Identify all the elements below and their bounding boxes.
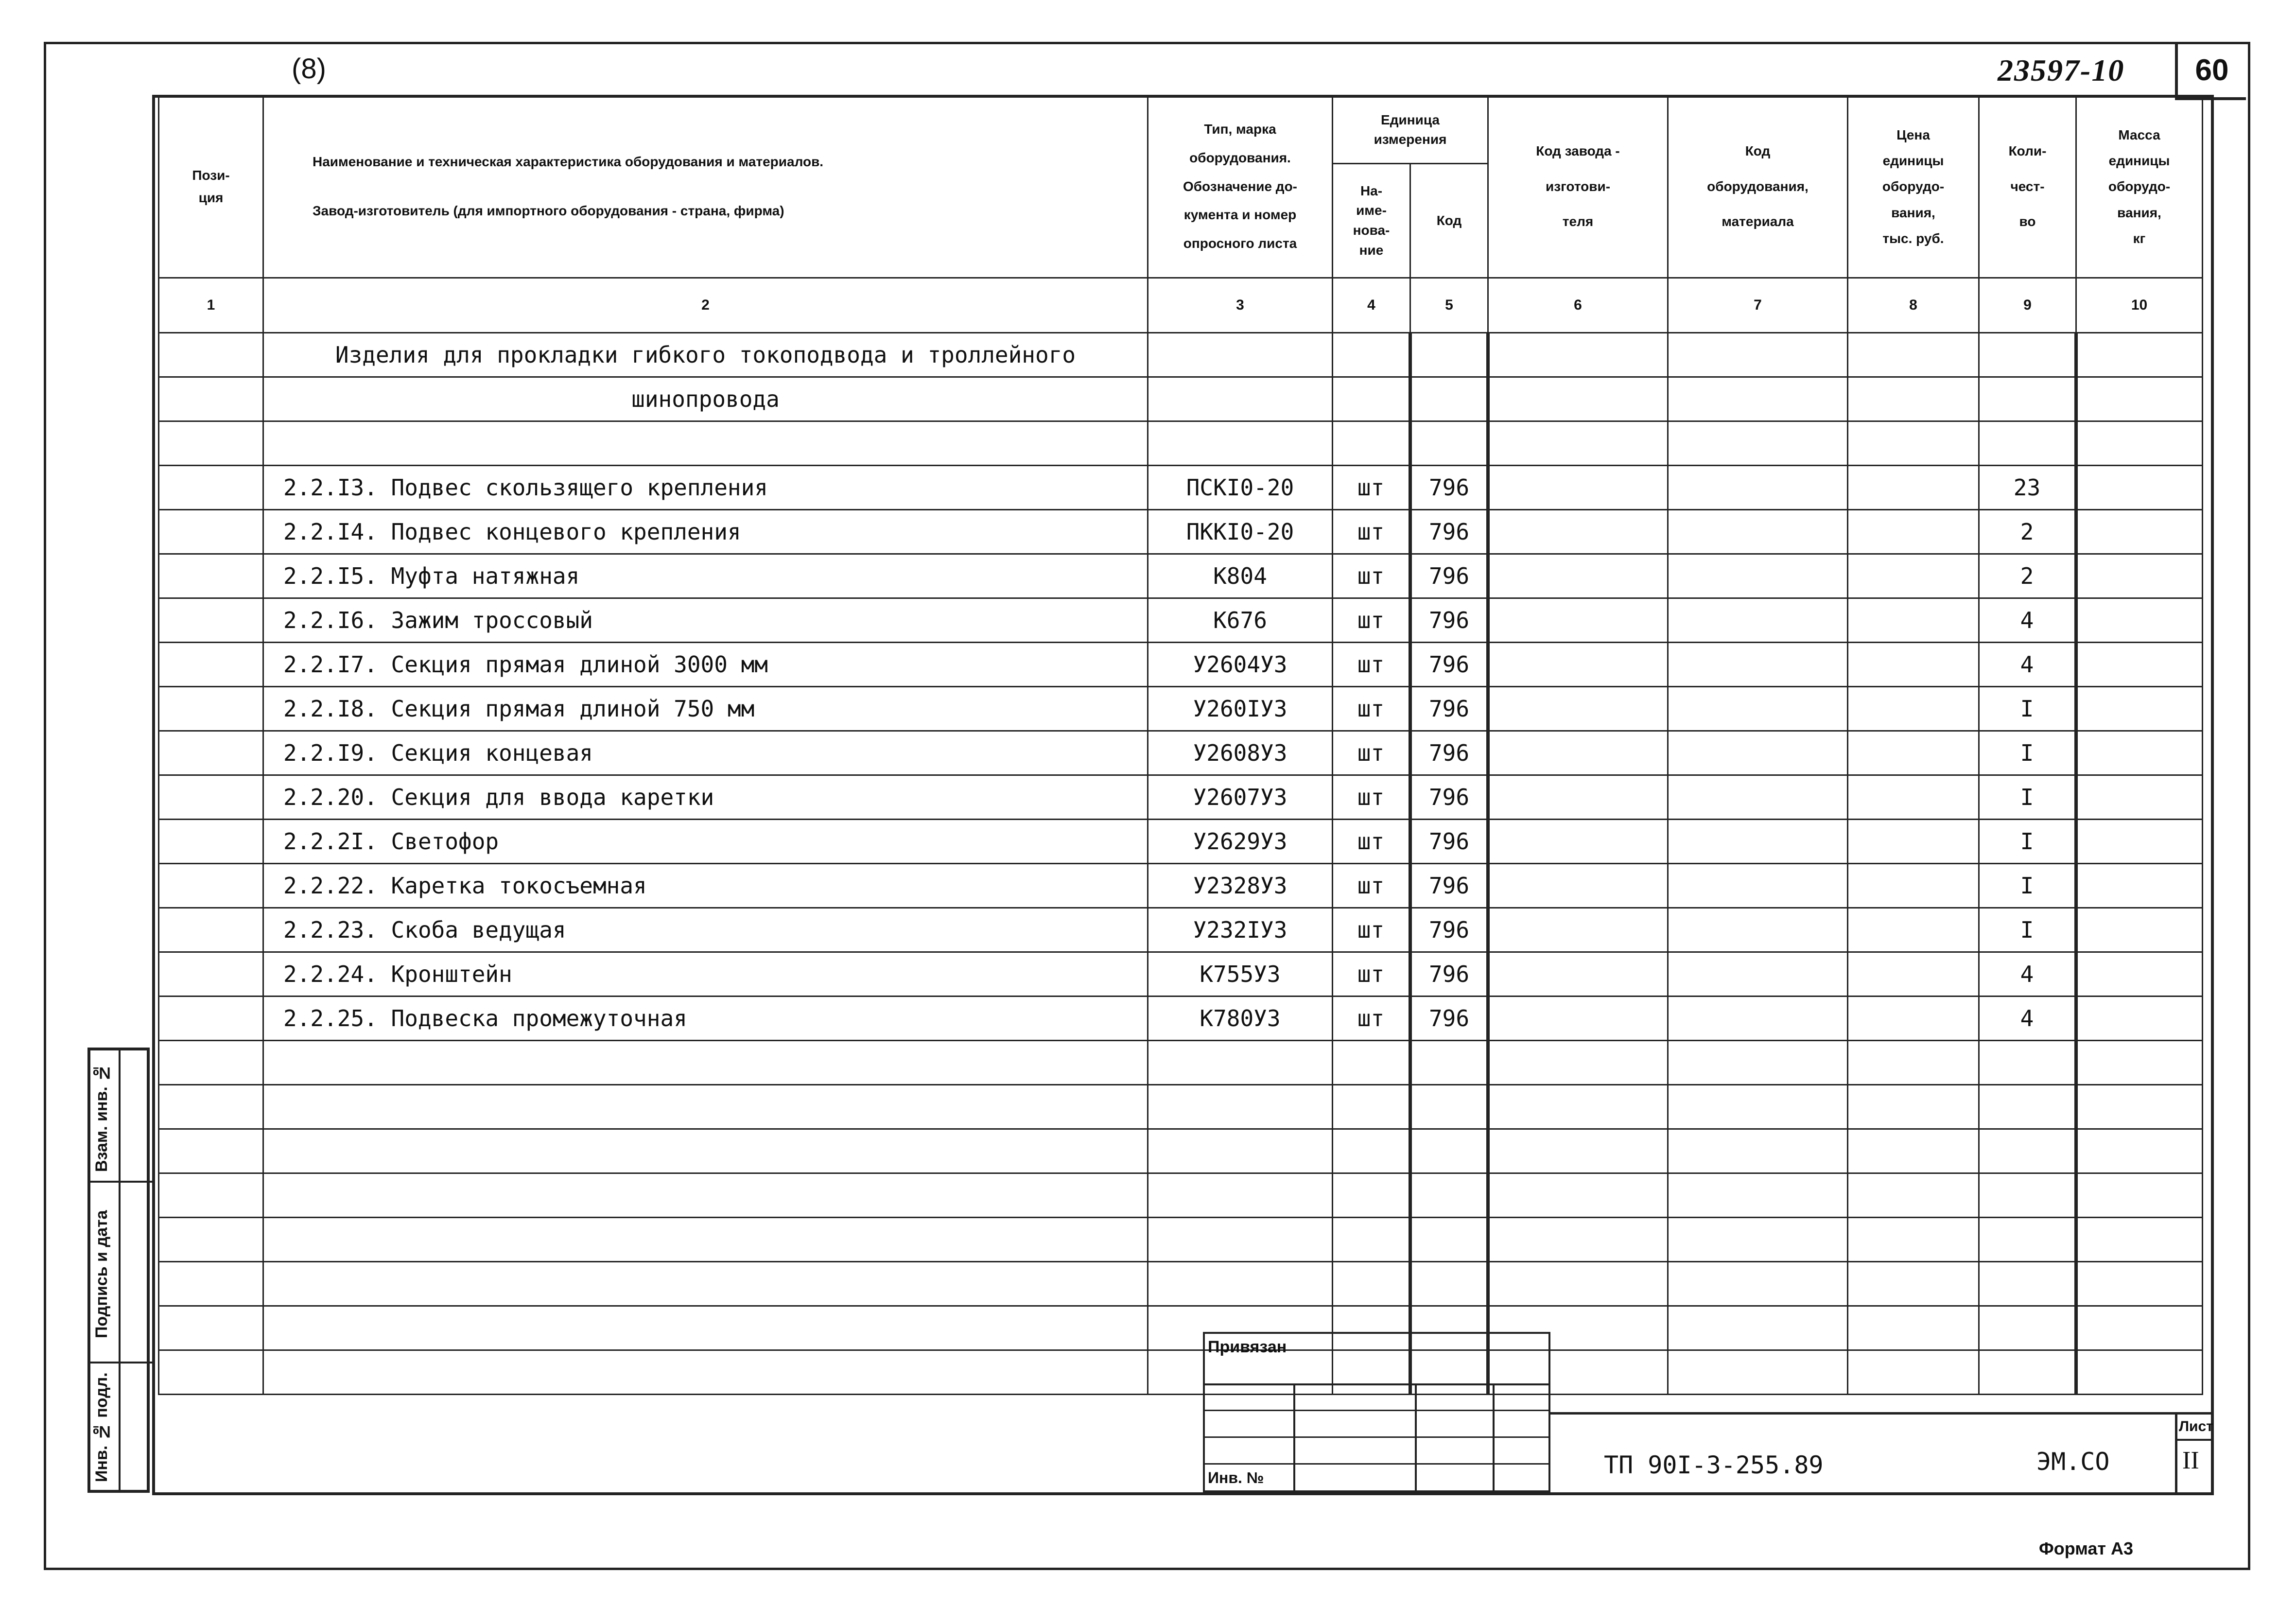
header-quantity: Коли- чест- во: [1979, 96, 2076, 278]
item-unit: шт: [1333, 731, 1410, 775]
item-unit: шт: [1333, 687, 1410, 731]
table-row: [159, 643, 2203, 687]
header-price: Цена единицы оборудо- вания, тыс. руб.: [1848, 96, 1979, 278]
document-number: 23597-10: [1998, 53, 2125, 87]
item-name: 2.2.24. Кронштейн: [263, 952, 1148, 996]
empty-row: [159, 1262, 2203, 1306]
item-unit: шт: [1333, 466, 1410, 510]
item-type: У2608У3: [1148, 731, 1333, 775]
item-name: 2.2.I4. Подвес концевого крепления: [263, 510, 1148, 554]
item-quantity: I: [1979, 687, 2076, 731]
table-row: [159, 731, 2203, 775]
table-row: [159, 510, 2203, 554]
col-number: 5: [1410, 278, 1488, 333]
table-row: [159, 466, 2203, 510]
header-position: Пози- ция: [159, 96, 263, 278]
sheet-value: II: [2182, 1447, 2199, 1474]
header-equipment-code: Код оборудования, материала: [1668, 96, 1848, 278]
header-name-line1: Наименование и техническая характеристика оборудования и материалов.: [313, 154, 824, 170]
col-number: 1: [159, 278, 263, 333]
item-name: 2.2.23. Скоба ведущая: [263, 908, 1148, 952]
item-name: 2.2.I9. Секция концевая: [263, 731, 1148, 775]
col-number: 7: [1668, 278, 1848, 333]
item-quantity: 4: [1979, 643, 2076, 687]
title-block: [1550, 1412, 2214, 1495]
col-number: 2: [263, 278, 1148, 333]
specification-table: [158, 95, 2203, 1395]
item-name: 2.2.2I. Светофор: [263, 820, 1148, 864]
item-type: У2629У3: [1148, 820, 1333, 864]
item-quantity: 4: [1979, 952, 2076, 996]
header-mass: Масса единицы оборудо- вания, кг: [2076, 96, 2203, 278]
item-unit-code: 796: [1410, 510, 1488, 554]
item-unit: шт: [1333, 908, 1410, 952]
item-type: ПСКI0-20: [1148, 466, 1333, 510]
item-type: У2328У3: [1148, 864, 1333, 908]
item-type: У232IУ3: [1148, 908, 1333, 952]
item-quantity: I: [1979, 820, 2076, 864]
col-number: 9: [1979, 278, 2076, 333]
header-unit-code: Код: [1410, 164, 1488, 278]
col-number: 4: [1333, 278, 1410, 333]
inv-vzam-label: Взам. инв. №: [92, 1063, 111, 1172]
item-unit: шт: [1333, 864, 1410, 908]
item-unit: шт: [1333, 775, 1410, 820]
item-quantity: 2: [1979, 510, 2076, 554]
table-row: [159, 864, 2203, 908]
item-quantity: 4: [1979, 996, 2076, 1041]
item-unit: шт: [1333, 643, 1410, 687]
item-unit: шт: [1333, 820, 1410, 864]
item-unit-code: 796: [1410, 598, 1488, 643]
item-quantity: I: [1979, 864, 2076, 908]
item-name: 2.2.I3. Подвес скользящего крепления: [263, 466, 1148, 510]
item-unit-code: 796: [1410, 864, 1488, 908]
drawing-mark: ЭМ.СО: [2036, 1448, 2110, 1476]
col-number: 3: [1148, 278, 1333, 333]
item-type: К780У3: [1148, 996, 1333, 1041]
item-name: 2.2.I5. Муфта натяжная: [263, 554, 1148, 598]
item-unit-code: 796: [1410, 687, 1488, 731]
item-quantity: I: [1979, 775, 2076, 820]
item-unit-code: 796: [1410, 554, 1488, 598]
empty-row: [159, 1041, 2203, 1085]
col-number: 10: [2076, 278, 2203, 333]
section-title-line1: Изделия для прокладки гибкого токоподвода и троллейного: [263, 333, 1148, 377]
table-row: [159, 598, 2203, 643]
table-row: [159, 820, 2203, 864]
item-unit-code: 796: [1410, 466, 1488, 510]
left-stamp-strip: [87, 1048, 150, 1493]
header-factory-code: Код завода - изготови- теля: [1488, 96, 1668, 278]
table-row: [159, 908, 2203, 952]
sheet-label: Лист: [2179, 1418, 2213, 1434]
item-type: К755У3: [1148, 952, 1333, 996]
table-row: [159, 554, 2203, 598]
item-unit-code: 796: [1410, 775, 1488, 820]
item-type: ПККI0-20: [1148, 510, 1333, 554]
header-unit-name: На- име- нова- ние: [1333, 164, 1410, 278]
header-unit: Единица измерения: [1333, 96, 1488, 164]
item-unit-code: 796: [1410, 908, 1488, 952]
item-type: К804: [1148, 554, 1333, 598]
item-unit: шт: [1333, 510, 1410, 554]
inv-podl-label: Инв. № подл.: [92, 1372, 111, 1482]
table-row: [159, 687, 2203, 731]
section-title-line2: шинопровода: [263, 377, 1148, 421]
header-type: Тип, марка оборудования. Обозначение до- кумента и номер опросного листа: [1148, 96, 1333, 278]
item-type: К676: [1148, 598, 1333, 643]
item-unit: шт: [1333, 996, 1410, 1041]
item-type: У260IУ3: [1148, 687, 1333, 731]
header-name-line2: Завод-изготовитель (для импортного оборудования - страна, фирма): [313, 203, 784, 218]
empty-row: [159, 1085, 2203, 1129]
binding-stamp: [1203, 1332, 1550, 1492]
item-unit-code: 796: [1410, 643, 1488, 687]
col-number: 8: [1848, 278, 1979, 333]
empty-row: [159, 1129, 2203, 1173]
inv-no-label: Инв. №: [1208, 1469, 1264, 1486]
item-unit: шт: [1333, 598, 1410, 643]
table-row: [159, 996, 2203, 1041]
col-number: 6: [1488, 278, 1668, 333]
item-quantity: I: [1979, 908, 2076, 952]
table-row: [159, 952, 2203, 996]
item-quantity: I: [1979, 731, 2076, 775]
corner-sheet-number: 60: [2175, 43, 2246, 100]
header-name: [263, 96, 1148, 278]
format-label: Формат А3: [2039, 1538, 2134, 1558]
item-type: У2604У3: [1148, 643, 1333, 687]
item-quantity: 2: [1979, 554, 2076, 598]
signature-date-label: Подпись и дата: [92, 1210, 111, 1338]
empty-row: [159, 1306, 2203, 1350]
item-unit: шт: [1333, 554, 1410, 598]
item-name: 2.2.I8. Секция прямая длиной 750 мм: [263, 687, 1148, 731]
item-unit: шт: [1333, 952, 1410, 996]
item-name: 2.2.I7. Секция прямая длиной 3000 мм: [263, 643, 1148, 687]
item-unit-code: 796: [1410, 820, 1488, 864]
project-code: ТП 90I-3-255.89: [1604, 1451, 1824, 1479]
item-type: У2607У3: [1148, 775, 1333, 820]
empty-row: [159, 1218, 2203, 1262]
empty-row: [159, 1173, 2203, 1218]
item-unit-code: 796: [1410, 731, 1488, 775]
item-name: 2.2.22. Каретка токосъемная: [263, 864, 1148, 908]
item-unit-code: 796: [1410, 952, 1488, 996]
item-name: 2.2.20. Секция для ввода каретки: [263, 775, 1148, 820]
item-quantity: 23: [1979, 466, 2076, 510]
page-reference: (8): [292, 53, 326, 85]
empty-row: [159, 1350, 2203, 1395]
item-unit-code: 796: [1410, 996, 1488, 1041]
table-row: [159, 775, 2203, 820]
item-quantity: 4: [1979, 598, 2076, 643]
privyazan-label: Привязан: [1208, 1338, 1287, 1356]
item-name: 2.2.25. Подвеска промежуточная: [263, 996, 1148, 1041]
item-name: 2.2.I6. Зажим троссовый: [263, 598, 1148, 643]
